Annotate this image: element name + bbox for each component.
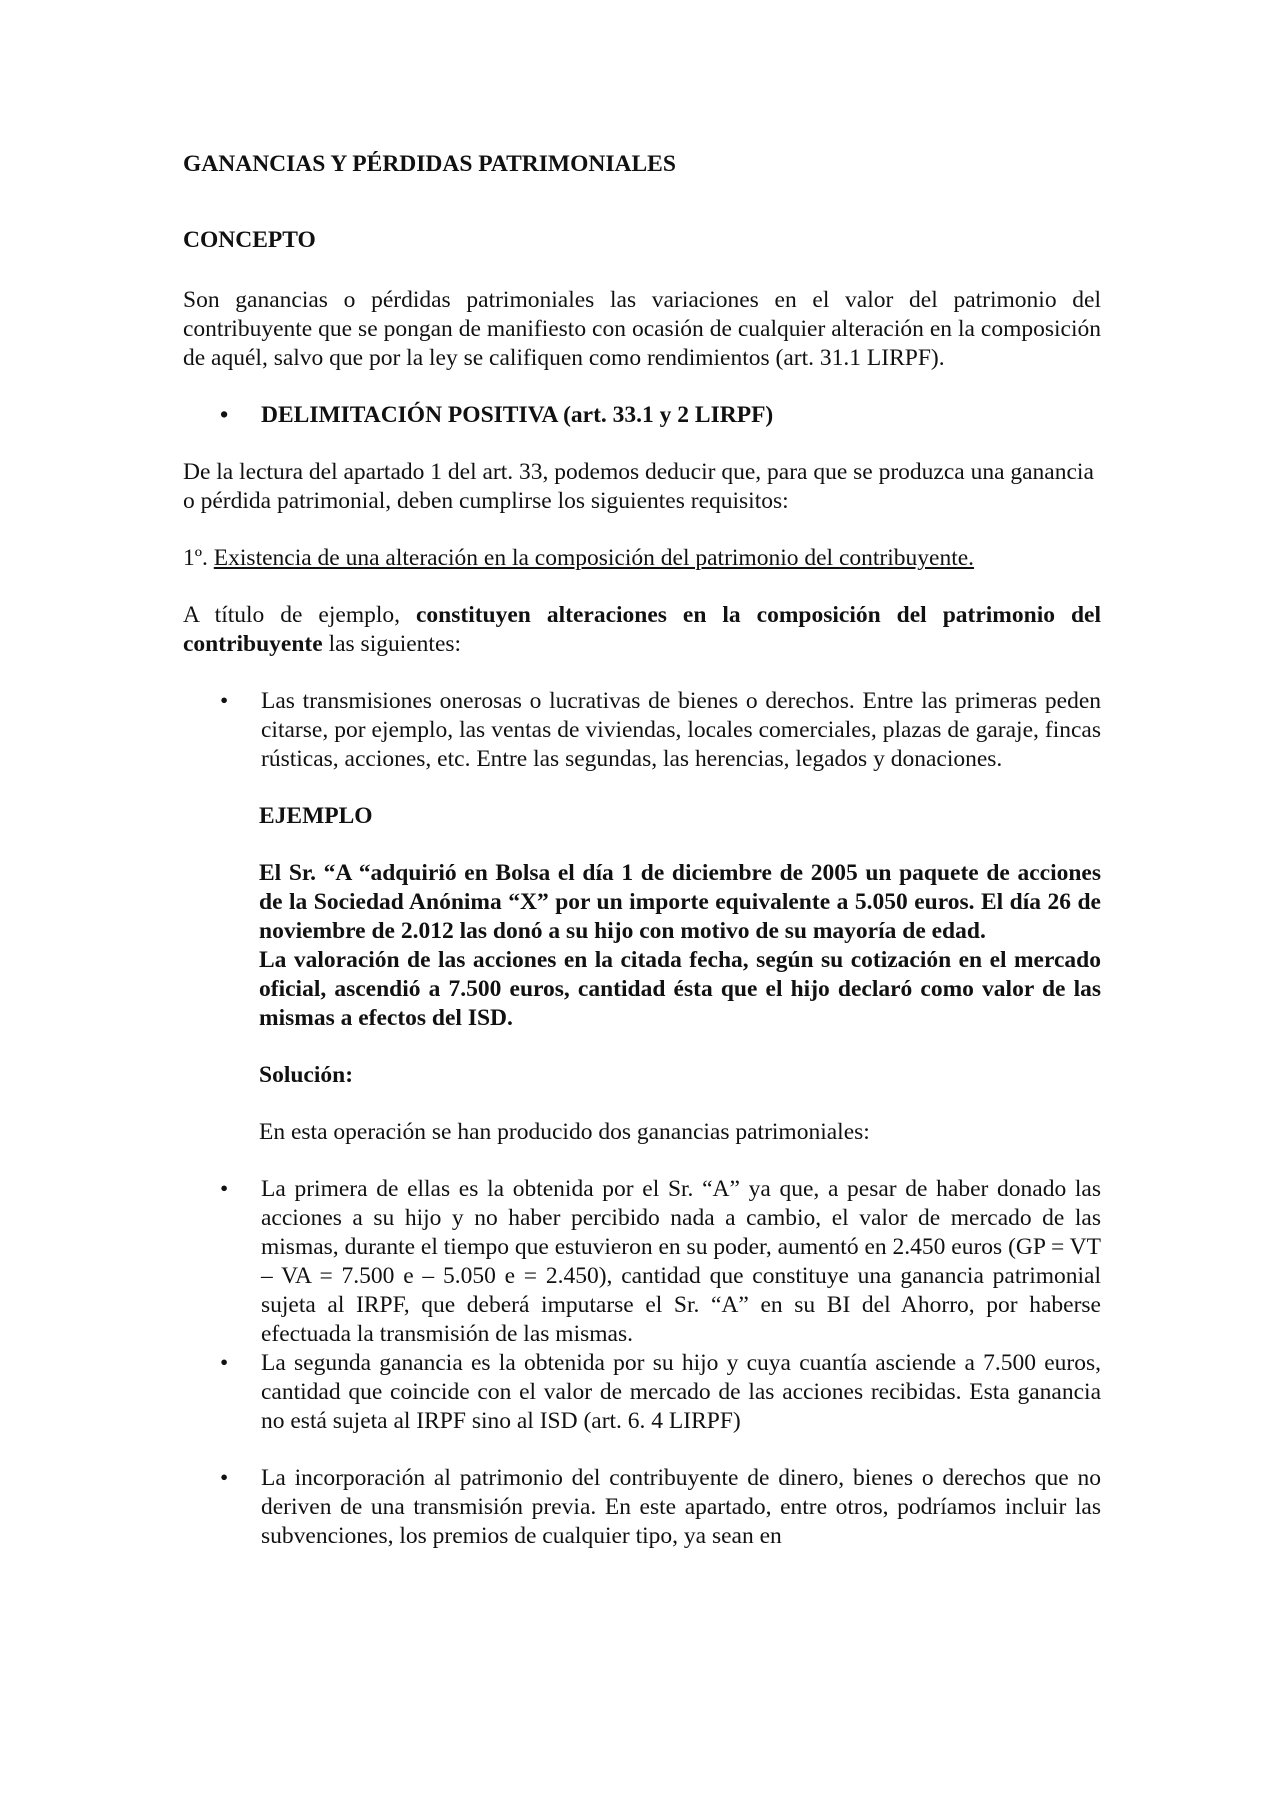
bullet-marker: • — [220, 402, 229, 428]
bullet-marker: • — [220, 1350, 229, 1376]
titulo-ejemplo-prefix: A título de ejemplo, — [183, 602, 416, 628]
solucion-intro: En esta operación se han producido dos ganancias patrimoniales: — [259, 1119, 870, 1145]
concepto-heading: CONCEPTO — [183, 227, 316, 253]
requisito-1-text: Existencia de una alteración en la composición del patrimonio del contribuyente. — [213, 545, 975, 571]
ejemplo-heading: EJEMPLO — [259, 803, 373, 829]
incorporacion-bullet — [183, 1464, 1101, 1551]
solucion-bullet-1-text: La primera de ellas es la obtenida por el Sr. “A” ya que, a pesar de haber donado las acciones a su hijo y no haber percibido nada a cambio, el valor de mercado de las mismas, durante el tiempo que estuvieron en su poder, aumentó en 2.450 euros (GP = VT – VA = 7.500 e – 5.050 e = 2.450), cantidad que constituye una ganancia patrimonial sujeta al IRPF, que deberá imputarse el Sr. “A” en su BI del Ahorro, por haberse efectuada la transmisión de las mismas. — [261, 1176, 1101, 1347]
transmisiones-bullet — [183, 687, 1101, 774]
ejemplo-paragraph-1: El Sr. “A “adquirió en Bolsa el día 1 de diciembre de 2005 un paquete de acciones de la Sociedad Anónima “X” por un importe equivalente a 5.050 euros. El día 26 de noviembre de 2.012 las donó a su hijo con motivo de su mayoría de edad. — [259, 860, 1101, 944]
bullet-marker: • — [220, 688, 229, 714]
requisito-1-number: 1º. — [183, 545, 214, 571]
solucion-heading: Solución: — [259, 1062, 354, 1088]
transmisiones-text: Las transmisiones onerosas o lucrativas de bienes o derechos. Entre las primeras peden citarse, por ejemplo, las ventas de viviendas, locales comerciales, plazas de garaje, fincas rústicas, acciones, etc. Entre las segundas, las herencias, legados y donaciones. — [261, 688, 1101, 772]
delimitacion-bullet — [183, 401, 1101, 430]
solucion-bullet-2-text: La segunda ganancia es la obtenida por su hijo y cuya cuantía asciende a 7.500 euros, cantidad que coincide con el valor de mercado de las acciones recibidas. Esta ganancia no está sujeta al IRPF sino al ISD (art. 6. 4 LIRPF) — [261, 1350, 1101, 1434]
bullet-marker: • — [220, 1465, 229, 1491]
bullet-marker: • — [220, 1176, 229, 1202]
lectura-paragraph: De la lectura del apartado 1 del art. 33, podemos deducir que, para que se produzca una ganancia o pérdida patrimonial, deben cumplirse los siguientes requisitos: — [183, 459, 1094, 514]
delimitacion-heading: DELIMITACIÓN POSITIVA (art. 33.1 y 2 LIRPF) — [261, 402, 774, 428]
titulo-ejemplo-suffix: las siguientes: — [322, 631, 462, 657]
concepto-paragraph: Son ganancias o pérdidas patrimoniales las variaciones en el valor del patrimonio del contribuyente que se pongan de manifiesto con ocasión de cualquier alteración en la composición de aquél, salvo que por la ley se califiquen como rendimientos (art. 31.1 LIRPF). — [183, 287, 1101, 371]
document-body — [183, 150, 1101, 1551]
solucion-bullet-1 — [183, 1175, 1101, 1349]
solucion-bullet-2 — [183, 1349, 1101, 1436]
incorporacion-text: La incorporación al patrimonio del contribuyente de dinero, bienes o derechos que no deriven de una transmisión previa. En este apartado, entre otros, podríamos incluir las subvenciones, los premios de cualquier tipo, ya sean en — [261, 1465, 1101, 1549]
requisito-1 — [183, 544, 1101, 573]
titulo-ejemplo-paragraph — [183, 601, 1101, 659]
ejemplo-paragraph-2: La valoración de las acciones en la citada fecha, según su cotización en el mercado oficial, ascendió a 7.500 euros, cantidad ésta que el hijo declaró como valor de las mismas a efectos del ISD. — [259, 947, 1101, 1031]
titulo-ejemplo-bold: constituyen alteraciones en la composición del patrimonio del contribuyente — [183, 602, 1101, 657]
document-title: GANANCIAS Y PÉRDIDAS PATRIMONIALES — [183, 151, 676, 177]
